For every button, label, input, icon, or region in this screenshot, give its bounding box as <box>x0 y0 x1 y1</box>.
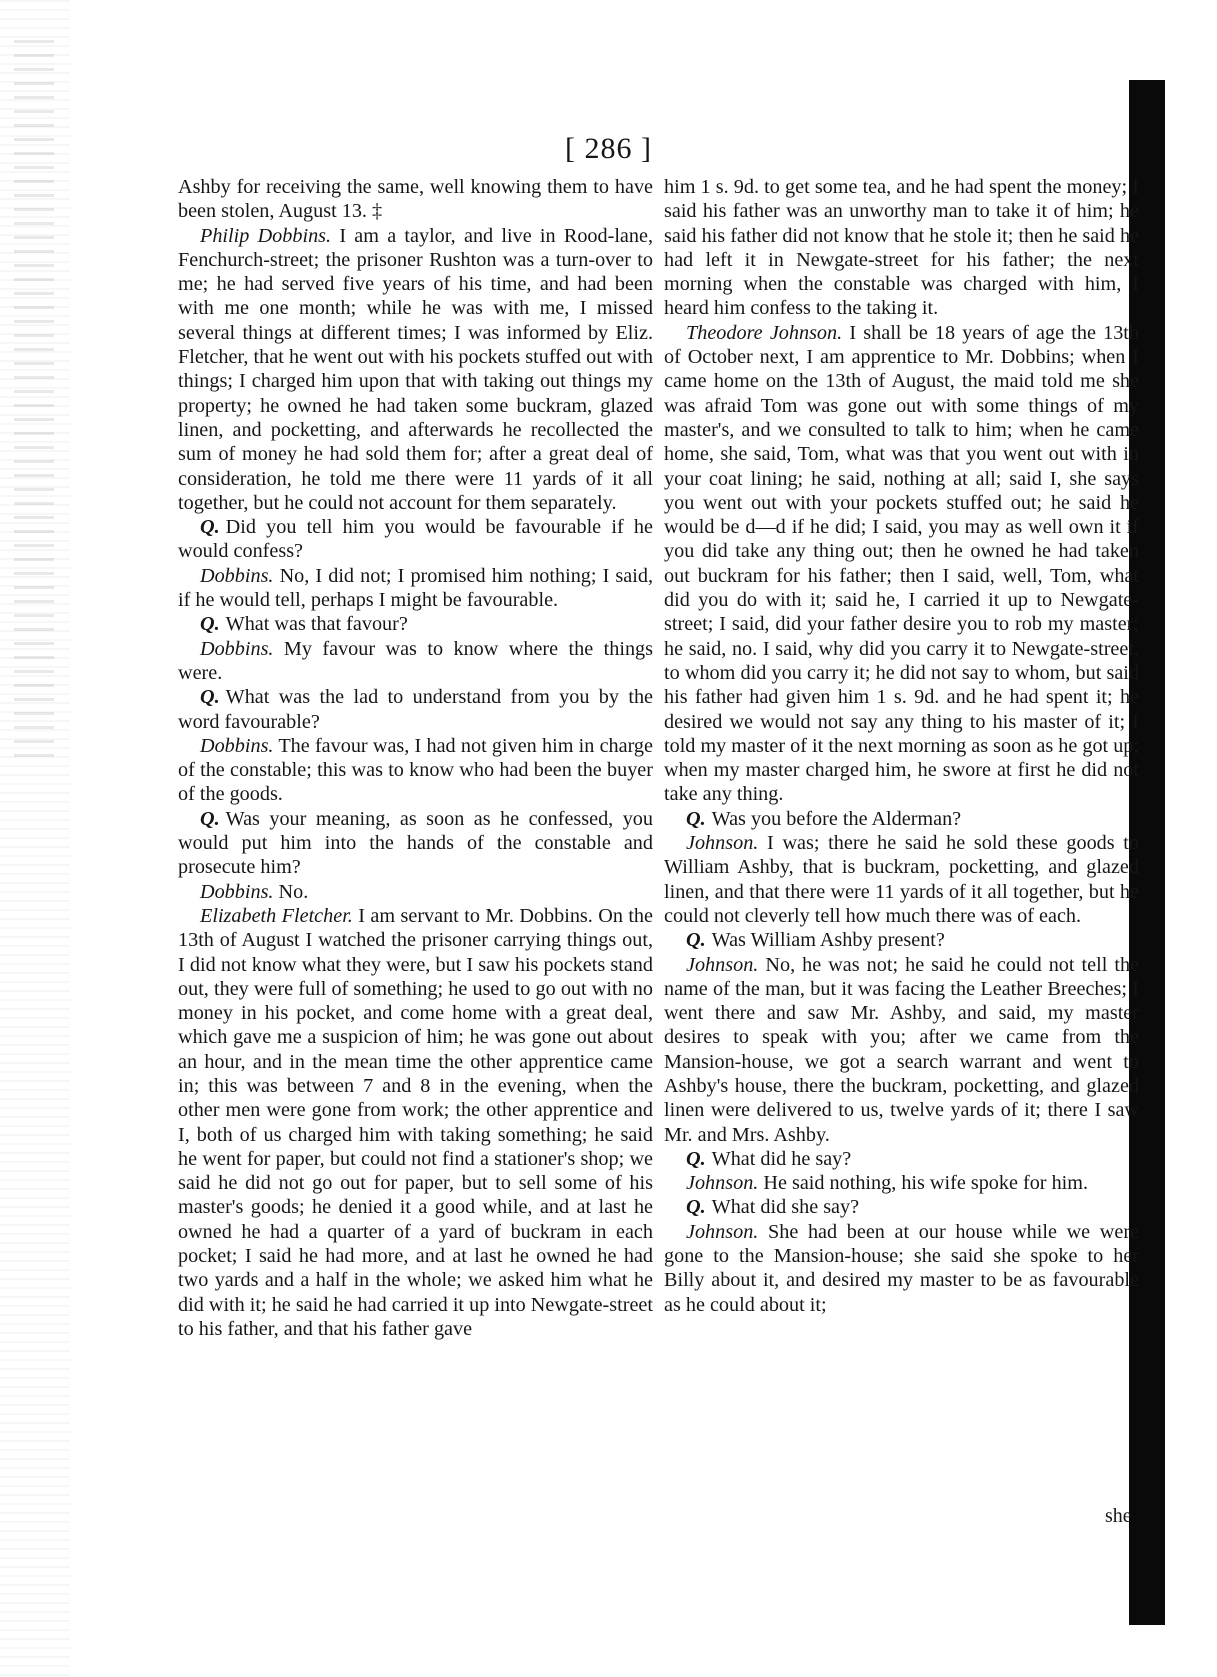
paragraph-text: I am servant to Mr. Dobbins. On the 13th of August I watched the prisoner carrying things out, I did not know what they were, but I saw his pockets stand out, they were full of something; he used to go out with no money in his pocket, and come home with a great deal, which gave me a suspicion of him; he was gone out about an hour, and in the mean time the other apprentice came in; this was between 7 and 8 in the evening, when the other men were gone from work; the other apprentice and I, both of us charged him with taking something; he said he went for paper, but could not find a stationer's shop; we said he did not go out for paper, but to sell some of his master's goods; he denied it a good while, and at last he owned he had a quarter of a yard of buckram in each pocket; I said he had more, and at last he owned he had two yards and a half in the whole; we asked him what he did with it; he said he had carried it up into Newgate-street to his father, and that his father gave <box>178 904 653 1340</box>
paragraph-text: What was the lad to understand from you by the word favourable? <box>178 686 653 733</box>
paragraph-text: She had been at our house while we were gone to the Mansion-house; she said she spoke to her Billy about it, and desired my master to be as favourable as he could about it; <box>664 1220 1140 1316</box>
paragraph <box>664 1220 1139 1317</box>
speaker-name: Johnson. <box>686 1220 759 1243</box>
speaker-name: Johnson. <box>686 953 759 976</box>
paragraph <box>664 928 1139 952</box>
question-marker: Q. <box>200 613 220 636</box>
speaker-name: Elizabeth Fletcher. <box>200 904 353 927</box>
question-marker: Q. <box>200 807 220 830</box>
speaker-name: Dobbins. <box>200 564 274 587</box>
paragraph-text: What did she say? <box>711 1196 860 1219</box>
paragraph <box>664 321 1139 807</box>
paragraph <box>178 685 653 734</box>
question-marker: Q. <box>200 516 220 539</box>
paragraph-text: No, I did not; I promised him nothing; I said, if he would tell, perhaps I might be favourable. <box>178 564 653 612</box>
left-column <box>178 175 653 1341</box>
speaker-name: Theodore Johnson. <box>686 321 843 344</box>
question-marker: Q. <box>686 807 706 830</box>
speaker-name: Philip Dobbins. <box>200 224 332 247</box>
paragraph <box>664 1147 1139 1171</box>
speaker-name: Johnson. <box>686 832 759 855</box>
paragraph <box>664 175 1139 321</box>
paragraph <box>178 807 653 880</box>
paragraph-text: I was; there he said he sold these goods to William Ashby, that is buckram, pocketting, and glazed linen, and that there were 11 yards of it all together, but he could not cleverly tell how much there was of each. <box>664 832 1140 927</box>
paragraph <box>178 175 653 224</box>
paragraph-text: No, he was not; he said he could not tell the name of the man, but it was facing the Leather Breeches; I went there and saw Mr. Ashby, and said, my master desires to speak with you; after we came from the Mansion-house, we got a search warrant and went to Ashby's house, there the buckram, pocketting, and glazed linen were delivered to us, twelve yards of it; there I saw Mr. and Mrs. Ashby. <box>664 953 1140 1146</box>
paragraph-text: No. <box>278 880 309 903</box>
right-column <box>664 175 1139 1317</box>
question-marker: Q. <box>686 1196 706 1219</box>
paragraph <box>178 904 653 1341</box>
paragraph <box>178 224 653 516</box>
speaker-name: Dobbins. <box>200 880 274 903</box>
paragraph <box>664 831 1139 928</box>
paragraph <box>178 637 653 686</box>
catchword: she <box>1105 1505 1132 1527</box>
paragraph <box>664 953 1139 1147</box>
paragraph-text: He said nothing, his wife spoke for him. <box>763 1172 1089 1195</box>
paragraph-text: Was William Ashby present? <box>711 929 945 952</box>
paragraph <box>178 612 653 636</box>
paragraph <box>178 734 653 807</box>
paragraph <box>664 1195 1139 1219</box>
paragraph <box>178 515 653 564</box>
paragraph-text: The favour was, I had not given him in charge of the constable; this was to know who had been the buyer of the goods. <box>178 734 653 806</box>
paragraph-text: Ashby for receiving the same, well knowing them to have been stolen, August 13. ‡ <box>178 176 653 223</box>
question-marker: Q. <box>686 1147 706 1170</box>
speaker-name: Dobbins. <box>200 734 274 757</box>
paragraph-text: I shall be 18 years of age the 13th of October next, I am apprentice to Mr. Dobbins; when I came home on the 13th of August, the maid told me she was afraid Tom was gone out with some things of my master's, and we consulted to talk to him; when he came home, she said, Tom, what was that you went out with in your coat lining; he said, nothing at all; said I, she says you went out with your pockets stuffed out; he said he would be d—d if he did; I said, you may as well own it if you did take any thing out; then he owned he had taken out buckram for his father; then I said, well, Tom, what did you do with it; said he, I carried it up to Newgate-street; I said, did your father desire you to rob my master; he said, no. I said, why did you carry it to Newgate-street, to whom did you carry it; he did not say to whom, but said his father had given him 1 s. 9d. and he had spent it; he desired we would not say any thing to his master of it; I told my master of it the next morning as soon as he got up; when my master charged him, he swore at first he did not take any thing. <box>664 321 1140 806</box>
paragraph <box>178 880 653 904</box>
paragraph <box>664 1171 1139 1195</box>
scan-edge-noise <box>0 0 70 1677</box>
speaker-name: Johnson. <box>686 1172 759 1195</box>
page-number: [ 286 ] <box>565 132 652 165</box>
paragraph-text: My favour was to know where the things were. <box>178 637 653 684</box>
paragraph <box>178 564 653 613</box>
speaker-name: Dobbins. <box>200 637 274 660</box>
paragraph-text: What was that favour? <box>225 613 408 636</box>
paragraph-text: I am a taylor, and live in Rood-lane, Fenchurch-street; the prisoner Rushton was a turn-over to me; he had served five years of his time, and had been with me one month; while he was with me, I missed several things at different times; I was informed by Eliz. Fletcher, that he went out with his pockets stuffed out with things; I charged him upon that with taking out things my property; he owned he had taken some buckram, glazed linen, and pocketting, and afterwards he recollected the sum of money he had sold them for; after a great deal of consideration, he told me there were 11 yards of it all together, but he could not account for them separately. <box>178 224 653 514</box>
question-marker: Q. <box>686 929 706 952</box>
paragraph-text: Did you tell him you would be favourable if he would confess? <box>178 516 653 563</box>
question-marker: Q. <box>200 686 220 709</box>
paragraph-text: him 1 s. 9d. to get some tea, and he had spent the money; I said his father was an unworthy man to take it of him; he said his father did not know that he stole it; then he said he had left it in Newgate-street for his father; the next morning when the constable was charged with him, I heard him confess to the taking it. <box>664 176 1139 320</box>
paragraph <box>664 807 1139 831</box>
paragraph-text: Was your meaning, as soon as he confessed, you would put him into the hands of the constable and prosecute him? <box>178 807 653 879</box>
paragraph-text: What did he say? <box>711 1147 852 1170</box>
paragraph-text: Was you before the Alderman? <box>711 807 962 830</box>
